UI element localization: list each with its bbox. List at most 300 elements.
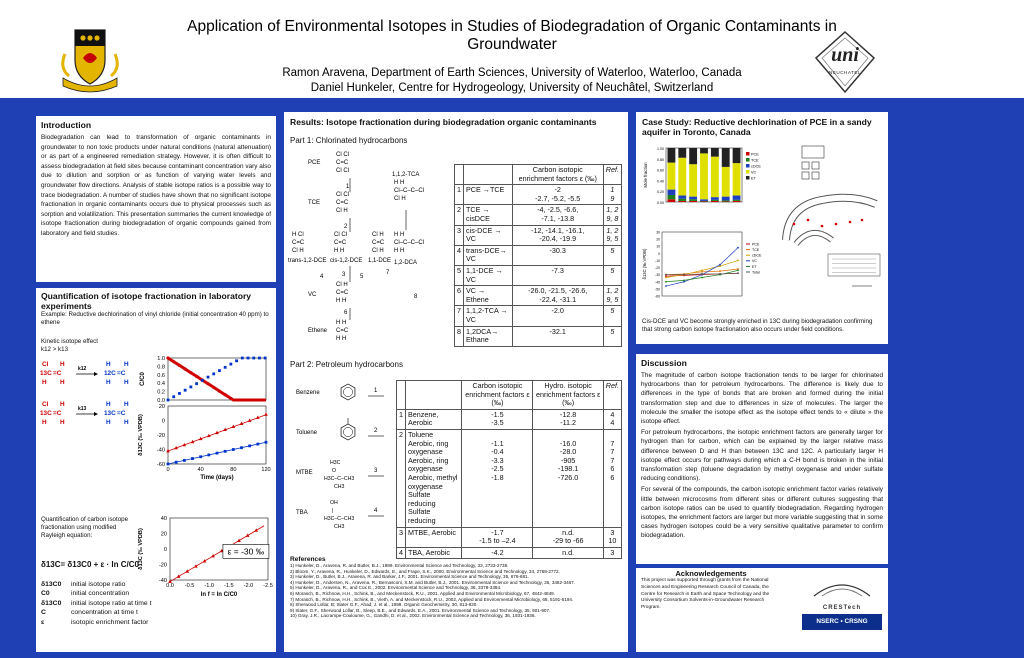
chlor-head-ref: Ref. <box>603 165 621 185</box>
reaction-number: 5 <box>360 274 364 280</box>
plot1-parent-point <box>189 371 192 374</box>
plot2-ytick: 20 <box>158 404 165 410</box>
plot3-xlabel: ln f = ln C/C0 <box>200 592 238 598</box>
svg-text:Cl H: Cl H <box>372 232 384 238</box>
svg-text:H: H <box>124 379 129 386</box>
svg-text:C=C: C=C <box>334 240 347 246</box>
plot3-xtick: -2.0 <box>243 583 254 589</box>
chlor-row-number: 3 <box>455 225 464 245</box>
chlor-table-row <box>455 286 622 306</box>
line-point <box>737 272 739 274</box>
plot2-product-point <box>167 463 170 466</box>
line-ytick: 10 <box>656 244 660 249</box>
plot1-product-point <box>172 395 175 398</box>
chlor-row-value: -12, -14.1, -16.1, -20.4, -19.9 <box>512 225 603 245</box>
svg-text:H H: H H <box>334 248 345 254</box>
plot2-parent-point <box>264 412 268 415</box>
svg-text:H: H <box>60 419 65 426</box>
plot1-product-point <box>184 389 187 392</box>
petro-row-name: Toluene Aerobic, ring oxygenase Aerobic, ring oxygenase Aerobic, methyl oxygenase Sulfate reducing Sulfate reducing <box>406 429 462 527</box>
petro-row-ref: 7 7 7 6 6 <box>603 429 621 527</box>
author-aravena: Ramon Aravena, Department of Earth Sciences, University of Waterloo, Waterloo, Canada <box>282 67 742 79</box>
svg-text:CH3: CH3 <box>334 524 345 530</box>
line-point <box>737 247 739 249</box>
plot2-product-point <box>207 454 210 457</box>
chlor-row-value: -30.3 <box>512 245 603 265</box>
plot3-ytick: 0 <box>163 547 167 553</box>
petro-row-hydrogen: n.d. -29 to -66 <box>533 527 603 547</box>
line-point <box>701 270 703 272</box>
reaction-number: 4 <box>320 274 324 280</box>
petro-row-carbon: -1.7 -1.5 to –2.4 <box>462 527 533 547</box>
svg-text:H H: H H <box>336 320 347 326</box>
line-point <box>665 285 667 287</box>
bar-segment <box>689 164 697 196</box>
svg-text:|: | <box>332 508 334 514</box>
svg-text:=C: =C <box>117 370 126 377</box>
plot2-product-point <box>240 446 243 449</box>
bar-segment <box>722 201 730 202</box>
line-ytick: -60 <box>655 294 660 299</box>
bar-segment <box>678 201 686 202</box>
plot1-product-point <box>235 359 238 362</box>
svg-text:Cl–C–C–Cl: Cl–C–C–Cl <box>394 240 425 246</box>
bar-legend-swatch <box>746 176 750 180</box>
chlor-row-number: 8 <box>455 326 464 346</box>
legend-symbol: C <box>41 609 46 617</box>
reaction-number: 1 <box>346 184 350 190</box>
mol-label-tce: TCE <box>308 200 320 206</box>
line-point <box>701 277 703 279</box>
plot1-parent-point <box>229 397 232 400</box>
chlor-row-number: 6 <box>455 286 464 306</box>
line-ytick: 20 <box>656 237 660 242</box>
plot2-product-point <box>232 448 235 451</box>
legend-symbol: δ13C0 <box>41 581 62 588</box>
plot1-parent-point <box>184 367 187 370</box>
acknowledgements-panel <box>636 568 888 652</box>
bar-segment <box>689 199 697 201</box>
bar-legend-swatch <box>746 164 750 168</box>
svg-text:H H: H H <box>394 232 405 238</box>
line-legend-label: cDCE <box>752 253 762 258</box>
map-well <box>849 221 852 224</box>
mol-label-trans-dce: trans-1,2-DCE <box>288 258 327 264</box>
chlor-row-ref: 1, 2 9, 5 <box>603 225 621 245</box>
chlor-row-reaction: 1,2DCA→ Ethane <box>464 326 513 346</box>
plot1-product-point <box>264 357 267 360</box>
map-well <box>807 219 810 222</box>
bar-segment <box>668 190 676 195</box>
line-point <box>719 264 721 266</box>
mol-label-vc: VC <box>308 292 317 298</box>
petro-row-carbon: -1.5 -3.5 <box>462 409 533 429</box>
kie-label-line1: Kinetic isotope effect <box>41 338 98 345</box>
svg-text:=C: =C <box>117 410 126 417</box>
bar-segment <box>700 201 708 202</box>
svg-text:CH3: CH3 <box>334 484 345 490</box>
plot1-ylabel: C/C0 <box>140 372 146 386</box>
case-study-caption: Cis-DCE and VC become strongly enriched in 13C during biodegradation confirming that strong carbon isotope fractionation also occurs under field conditions. <box>642 318 873 333</box>
bar-segment <box>722 148 730 167</box>
map-well <box>793 223 796 226</box>
reference-item: 1) Hunkeler, D., Aravena, R. and Butler, B.J., 1999. Environmental Science and Technology, 33, 2733-2738. <box>290 563 509 568</box>
chlor-table-row <box>455 326 622 346</box>
map-well <box>835 223 838 226</box>
reference-item: 6) Morasch, B., Richnow, H.H., Schink, B., and Meckenstock, R.U., 2001. Applied and Environmental Microbiology, 67, 4842-4849. <box>290 590 555 596</box>
chlor-row-reaction: PCE →TCE <box>464 185 513 205</box>
petro-row-hydrogen: -16.0 -28.0 -905 -198.1 -726.0 <box>533 429 603 527</box>
rxn2-13c: 13C <box>40 410 52 417</box>
bar-segment <box>668 199 676 202</box>
reference-item: 9) Slater, G.F., Sherwood Lollar, B., Sleep, B.E., and Edwards, E.A., 2001. Environmental Science and Technology, 35, 901-907. <box>290 607 551 613</box>
petro-reaction-number: 4 <box>374 508 378 514</box>
plot1-product-point <box>218 369 221 372</box>
plot1-ytick: 0.4 <box>157 381 165 388</box>
line-point <box>737 260 739 262</box>
poster-title: Application of Environmental Isotopes in Studies of Biodegradation of Organic Contaminants in Groundwater <box>187 18 837 53</box>
chlor-row-ref: 5 <box>603 326 621 346</box>
plot2-ytick: -20 <box>156 433 165 439</box>
petro-row-name: Benzene, Aerobic <box>406 409 462 429</box>
legend-description: initial concentration <box>71 590 130 598</box>
svg-text:Cl–C–C–Cl: Cl–C–C–Cl <box>394 188 425 194</box>
nserc-logo: NSERC • CRSNG <box>802 614 882 630</box>
svg-text:Cl Cl: Cl Cl <box>336 168 349 174</box>
plot1-ytick: 1.0 <box>157 356 165 362</box>
bar-ylabel: Mole fraction <box>643 162 648 188</box>
legend-symbol: δ13C0 <box>41 599 62 607</box>
bar-legend-label: TCE <box>751 158 759 163</box>
bar-segment <box>678 199 686 201</box>
svg-text:H H: H H <box>336 336 347 342</box>
plot1-product-point <box>212 372 215 375</box>
chlor-row-ref: 1 9 <box>603 185 621 205</box>
svg-text:H Cl: H Cl <box>292 232 304 238</box>
mol-label-112-tca: 1,1,2-TCA <box>392 172 420 178</box>
plot1-product-point <box>252 357 255 360</box>
references-section <box>290 556 622 619</box>
chlor-row-reaction: trans-DCE→ VC <box>464 245 513 265</box>
line-point <box>737 270 739 272</box>
plot3-xtick: -1.5 <box>223 583 234 589</box>
reference-item: 8) Sherwood Lollar, B; Slater G.F., Ahad, J. et al., 1999. Organic Geochemistry, 30, 813-820. <box>290 602 478 608</box>
kie-label-line2: k12 > k13 <box>41 346 69 353</box>
bar-segment <box>668 163 676 190</box>
uni-logo-subtext: NEUCHATEL <box>829 70 861 75</box>
svg-text:Cl H: Cl H <box>292 248 304 254</box>
line-point <box>683 274 685 276</box>
rxn1-k12: k12 <box>78 366 87 372</box>
svg-text:OH: OH <box>330 500 338 506</box>
plot1-parent-point <box>218 389 221 392</box>
reference-item: 3) Hunkeler, D., Butler, B.J., Aravena, R. and Barker, J.F., 2001. Environmental Science and Technology, 35, 676-681. <box>290 574 529 580</box>
chlorinated-structures-diagram <box>284 148 450 360</box>
uni-logo-text: uni <box>831 44 859 66</box>
petro-reaction-number: 3 <box>374 468 378 474</box>
petro-row-ref: 4 4 <box>603 409 621 429</box>
line-point <box>701 273 703 275</box>
petroleum-structures-diagram <box>284 378 394 528</box>
bar-segment <box>711 201 719 202</box>
line-ytick: -40 <box>655 280 660 285</box>
plot2-xtick: 80 <box>230 467 237 473</box>
chlor-table-row <box>455 306 622 326</box>
part2-heading: Part 2: Petroleum hydrocarbons <box>290 360 403 369</box>
vinyl-chloride-reaction-diagram <box>38 356 150 444</box>
svg-text:Cl: Cl <box>42 401 49 408</box>
bar-segment <box>689 148 697 164</box>
petro-row-number: 1 <box>397 409 406 429</box>
petro-row-number: 3 <box>397 527 406 547</box>
petro-table-row <box>397 409 622 429</box>
bar-legend-swatch <box>746 158 750 162</box>
chlor-row-value: -2 -2.7, -5.2, -5.5 <box>512 185 603 205</box>
svg-text:Cl Cl: Cl Cl <box>336 152 349 158</box>
epsilon-label: ε = -30 ‰ <box>227 546 265 557</box>
rayleigh-description: Quantification of carbon isotope fractionation using modified Rayleigh equation: <box>41 516 129 539</box>
mol-label-cis-dce: cis-1,2-DCE <box>330 258 363 264</box>
legend-description: initial isotope ratio at time t <box>71 599 152 607</box>
chlor-row-ref: 1, 2 9, 8 <box>603 205 621 225</box>
bar-ytick: 1.00 <box>657 147 664 151</box>
discussion-p2: For petroleum hydrocarbons, the isotopic enrichment factors are generally larger for hydrogen than for carbon, which can be explained by the larger relative mass difference between D and H than between 13C and 12C. A particularly larger H isotope effect occurs for pathways during which a C-H bond is broken in the initial transformation step (toluene degradation by methyl oxygenase and under sulfate reducing conditions). <box>641 429 883 483</box>
petro-head-ref: Ref. <box>603 381 621 410</box>
case-study-panel <box>636 112 888 344</box>
chlor-row-number: 2 <box>455 205 464 225</box>
bar-segment <box>733 148 741 163</box>
legend-row <box>41 580 275 589</box>
petro-row-name: TBA, Aerobic <box>406 547 462 559</box>
map-well <box>861 219 864 222</box>
petro-row-ref: 3 10 <box>603 527 621 547</box>
part1-heading: Part 1: Chlorinated hydrocarbons <box>290 136 408 145</box>
rxn1-13c: 13C <box>40 370 52 377</box>
svg-text:H3C–C–CH3: H3C–C–CH3 <box>324 516 355 522</box>
plot2-product-point <box>256 443 259 446</box>
svg-text:H H: H H <box>394 248 405 254</box>
plot1-parent-point <box>195 375 198 378</box>
bar-segment <box>711 197 719 200</box>
bar-legend-label: cDCE <box>751 164 761 169</box>
discussion-p3: For several of the compounds, the carbon isotopic enrichment factor varies relatively little between microcosms from different sites or different cultures suggesting that carbon isotope ratios can be used to quantify biodegradation. Regarding hydrogen isotopes, the enrichment factors are larger but more variable suggesting that in some cases hydrogen isotopes could be a very sensitive qualitative parameter to confirm biodegradation. <box>641 486 883 540</box>
bar-segment <box>733 200 741 201</box>
site-map <box>772 144 884 314</box>
line-ytick: 30 <box>656 230 660 235</box>
legend-description: concentration at time t <box>71 609 138 617</box>
legend-row <box>41 599 275 608</box>
line-legend-label: VC <box>752 259 757 264</box>
crestech-logo <box>802 578 882 611</box>
chlor-head-enrichment: Carbon isotopic enrichment factors ε (‰) <box>512 165 603 185</box>
chlor-row-reaction: VC → Ethene <box>464 286 513 306</box>
kinetic-isotope-effect-label <box>41 338 133 354</box>
plot1-parent-point <box>212 386 215 389</box>
reference-item: 5) Hunkeler, D., Aravena, R., and Cox E., 2002. Environmental Science and Technology, 36, 3378-3384. <box>290 585 502 591</box>
chlor-table-row <box>455 205 622 225</box>
chlor-row-value: -4, -2.5, -6.6, -7.1, -13.8 <box>512 205 603 225</box>
line-legend-label: PCE <box>752 242 760 247</box>
plot3-ytick: 20 <box>160 531 167 538</box>
line-point <box>665 277 667 279</box>
chlor-table-row <box>455 245 622 265</box>
plot1-product-point <box>247 357 250 360</box>
svg-text:C=C: C=C <box>372 240 385 246</box>
chlor-row-value: -26.0, -21.5, -26.6, -22.4, -31.1 <box>512 286 603 306</box>
chlor-table-row <box>455 225 622 245</box>
svg-text:C=C: C=C <box>336 290 349 296</box>
mol-label-11-dce: 1,1-DCE <box>368 258 392 264</box>
bar-segment <box>700 201 708 202</box>
plot1-parent-point <box>178 364 181 367</box>
chlor-row-ref: 5 <box>603 306 621 326</box>
legend-description: isotopic enrichment factor <box>71 618 149 626</box>
bar-ytick: 0.00 <box>657 201 664 205</box>
introduction-heading: Introduction <box>41 120 92 130</box>
bar-segment <box>711 157 719 198</box>
bar-legend-swatch <box>746 152 750 156</box>
line-legend-label: Total <box>752 270 760 275</box>
results-heading: Results: Isotope fractionation during biodegradation organic contaminants <box>290 117 597 127</box>
rxn2-k13: k13 <box>78 406 87 412</box>
svg-text:H: H <box>106 401 111 408</box>
university-crest-logo <box>55 26 125 94</box>
acknowledgements-text: This project was supported through grants from the National Sciences and Engineering Research Council of Canada, the Centre for Research in Earth and Space Technology and the University Consortium Solvents-in-Groundwater Research Program. <box>641 578 770 611</box>
plot2-product-point <box>216 452 219 455</box>
plot1-parent-point <box>206 382 209 385</box>
plot2-product-point <box>175 461 178 464</box>
svg-text:H3C–C–CH3: H3C–C–CH3 <box>324 476 355 482</box>
line-point <box>665 281 667 283</box>
bar-segment <box>700 199 708 201</box>
plot1-parent-line <box>168 358 266 400</box>
line-point <box>683 279 685 281</box>
chlor-row-value: -2.0 <box>512 306 603 326</box>
petro-row-number: 2 <box>397 429 406 527</box>
bar-segment <box>733 196 741 200</box>
reaction-number: 8 <box>414 294 418 300</box>
quantification-panel <box>36 288 276 652</box>
line-ytick: -30 <box>655 273 660 278</box>
svg-text:H: H <box>42 379 47 386</box>
svg-text:C=C: C=C <box>336 328 349 334</box>
petro-mol-label: MTBE <box>296 470 313 476</box>
line-ylabel: δ13C (‰ VPDB) <box>642 248 647 280</box>
quantification-heading: Quantification of isotope fractionation in laboratory experiments <box>41 291 252 311</box>
petro-reaction-number: 1 <box>374 388 378 394</box>
plot1-product-point <box>189 386 192 389</box>
svg-text:H: H <box>124 361 129 368</box>
bar-segment <box>689 197 697 200</box>
acknowledgements-heading: Acknowledgements <box>675 569 747 578</box>
plot2-product-point <box>183 459 186 462</box>
petro-row-carbon: -1.1 -0.4 -3.3 -2.5 -1.8 <box>462 429 533 527</box>
plot1-product-point <box>258 357 261 360</box>
plot2-xtick: 0 <box>166 467 170 473</box>
svg-text:H: H <box>106 379 111 386</box>
petro-row-ref: 3 <box>603 547 621 559</box>
map-building <box>802 146 824 158</box>
plot3-xtick: 0.0 <box>166 583 174 589</box>
bar-segment <box>722 200 730 201</box>
plot3-xtick: -2.5 <box>263 583 273 589</box>
reference-item: 4) Hunkeler, D., Andersen, N., Aravena, R., Bernasconi, S.M. and Butler, B.J., 2001. Environmental Science and Technology, 35, 3462-3467. <box>290 579 576 585</box>
mol-label-12-dca: 1,2-DCA <box>394 260 418 266</box>
svg-text:C=C: C=C <box>336 160 349 166</box>
plot3-ylabel: δ13C (‰ VPDB) <box>138 528 144 570</box>
svg-text:Cl Cl: Cl Cl <box>336 192 349 198</box>
bar-segment <box>722 167 730 197</box>
svg-text:13C: 13C <box>104 410 116 417</box>
bar-legend-label: VC <box>751 170 757 175</box>
petro-row-carbon: -4.2 <box>462 547 533 559</box>
plot1-parent-point <box>172 360 175 363</box>
line-ytick: 0 <box>658 251 660 256</box>
line-legend-label: ET <box>752 264 757 269</box>
svg-text:H3C: H3C <box>330 460 341 466</box>
plot1-product-point <box>178 392 181 395</box>
plot2-ylabel: δ13C (‰ VPDB) <box>138 414 144 456</box>
bar-segment <box>733 163 741 195</box>
bar-segment <box>668 148 676 163</box>
svg-text:H: H <box>60 379 65 386</box>
chlorinated-table <box>454 164 622 347</box>
chlor-table-row <box>455 265 622 285</box>
bar-segment <box>678 148 686 158</box>
bar-segment <box>711 200 719 201</box>
svg-text:H: H <box>106 361 111 368</box>
svg-text:H H: H H <box>394 180 405 186</box>
bar-segment <box>733 201 741 202</box>
legend-row <box>41 608 275 617</box>
plot1-product-point <box>241 357 244 360</box>
line-point <box>665 274 667 276</box>
case-study-heading: Case Study: Reductive dechlorination of PCE in a sandy aquifer in Toronto, Canada <box>642 117 872 137</box>
petro-table-row <box>397 527 622 547</box>
bar-segment <box>700 153 708 199</box>
map-building <box>812 172 819 179</box>
svg-text:C=C: C=C <box>336 200 349 206</box>
plot2-product-point <box>199 455 202 458</box>
introduction-text: Biodegradation can lead to transformation of organic contaminants in groundwater to non toxic products under natural conditions (natural attenuation) or as part of a engineered remediation strategy. However, it is often difficult to assess biodegradation at field sites because contaminant concentration vary also due to dilution and sorption or as function of varying water levels and groundwater flow directions. Analysis of stable isotope ratios is a possible way to trace biodegradation. A number of studies have shown that no significant isotope fractionation in organic contaminants occurs due to physical processes such as sorption and volatilization. This presentation summaries the current knowledge of isotope fractionation during biodegradation of organic compounds gained from laboratory and field studies. <box>41 134 271 237</box>
poster-header <box>0 0 1024 100</box>
reaction-number: 7 <box>386 270 390 276</box>
author-hunkeler: Daniel Hunkeler, Centre for Hydrogeology, University of Neuchâtel, Switzerland <box>310 82 714 94</box>
concentration-time-plot <box>136 354 276 481</box>
plot1-product-point <box>229 363 232 366</box>
mol-label-ethene: Ethene <box>308 328 328 334</box>
legend-row <box>41 589 275 598</box>
svg-text:H: H <box>60 401 65 408</box>
petro-reaction-number: 2 <box>374 428 378 434</box>
plot2-ytick: -60 <box>156 462 165 468</box>
plot2-xtick: 120 <box>261 467 271 473</box>
bar-legend-swatch <box>746 170 750 174</box>
bar-ytick: 0.60 <box>657 168 664 173</box>
plot2-xlabel: Time (days) <box>200 475 234 481</box>
crestech-logo-text: CRESTech <box>822 605 862 611</box>
svg-text:Cl H: Cl H <box>372 248 384 254</box>
plot1-product-point <box>224 366 227 369</box>
discussion-heading: Discussion <box>641 358 687 368</box>
petro-mol-label: Benzene <box>296 390 320 396</box>
map-building <box>812 162 819 169</box>
petro-row-number: 4 <box>397 547 406 559</box>
chlor-row-value: -7.3 <box>512 265 603 285</box>
uni-neuchatel-logo <box>812 30 878 94</box>
chlor-row-reaction: cis-DCE → VC <box>464 225 513 245</box>
plot2-xtick: 40 <box>197 467 204 473</box>
